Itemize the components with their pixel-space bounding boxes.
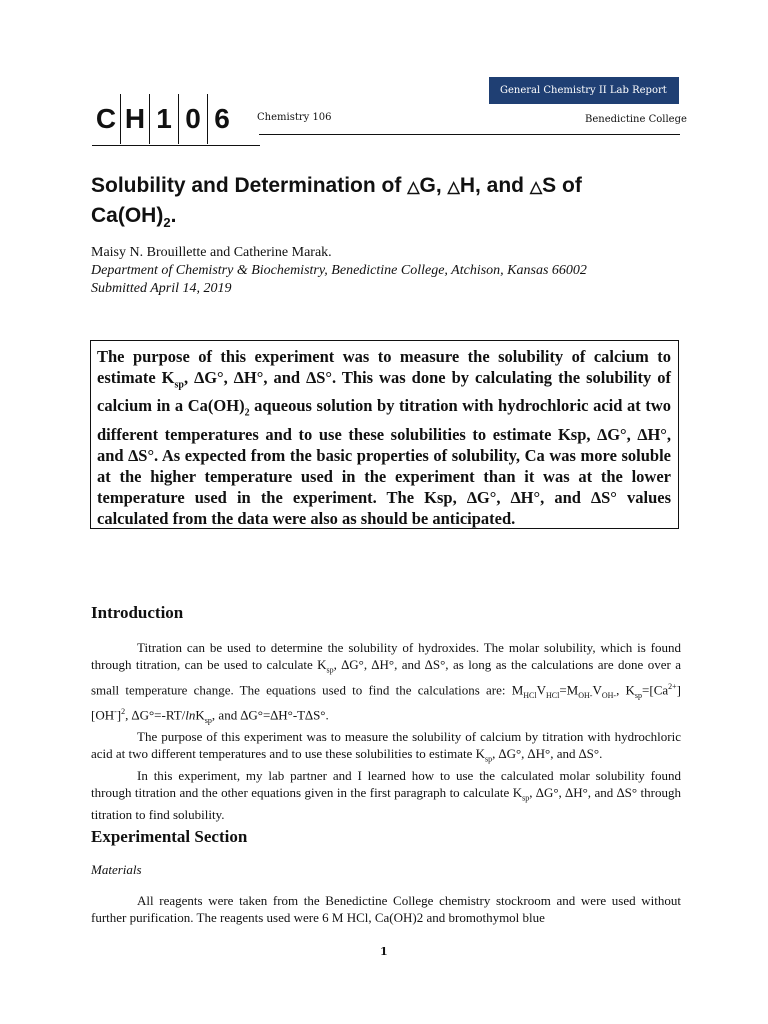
text: In this experiment, my lab partner and I learned how to use the calculated molar solubility found through titration and the other equations given in the first paragraph to calculate K	[91, 768, 681, 800]
text: =M	[559, 681, 579, 697]
abstract-text: , ∆G°, ∆H°, and ∆S°. This was done by calculating the solubility of calcium in a Ca(OH)	[97, 368, 671, 416]
title-text: G,	[419, 174, 448, 197]
delta-icon: △	[447, 179, 460, 196]
text: , K	[616, 681, 635, 697]
title-text: Ca(OH)	[91, 204, 164, 227]
subscript: sp	[634, 690, 643, 700]
course-name: Chemistry 106	[257, 112, 332, 123]
text: V	[592, 681, 602, 697]
subscript: sp	[326, 665, 334, 675]
text: , ∆G°, ∆H°, and ∆S° through titration to find solubility.	[91, 784, 681, 822]
title-text: Solubility and Determination of	[91, 174, 408, 197]
logo-letter: 1	[156, 103, 172, 134]
superscript: 2	[121, 707, 126, 717]
paper-title	[91, 172, 691, 237]
logo-letter: 0	[185, 103, 201, 134]
abstract-text: aqueous solution by titration with hydrochloric acid at two different temperatures and to use these solubilities to estimate Ksp, ∆G°, ∆H°, and ∆S°. As expected from the basic properties of solubility, Ca was more soluble at the higher temperature used in the experiment than it was at the lower temperature used in the experiment. The Ksp, ∆G°, ∆H°, and ∆S° values calculated from the data were also as should be anticipated.	[97, 396, 671, 528]
subscript: sp	[204, 715, 212, 725]
subscript: 2	[244, 407, 250, 419]
subscript: HCl	[546, 690, 560, 700]
subscript: HCl	[523, 690, 537, 700]
subscript: sp	[174, 379, 184, 391]
text: Titration can be used to determine the solubility of hydroxides. The molar solubility, which is found through titration, can be used to calculate K	[91, 640, 681, 672]
subscript: sp	[522, 793, 530, 803]
title-subscript: 2	[163, 215, 171, 231]
introduction-body	[91, 640, 681, 823]
text: , and ∆G°=∆H°-T∆S°.	[211, 707, 329, 723]
text: ][OH	[91, 681, 682, 723]
introduction-heading: Introduction	[91, 603, 184, 622]
authors: Maisy N. Brouillette and Catherine Marak.	[91, 245, 332, 260]
logo-letter: 6	[214, 103, 230, 134]
affiliation: Department of Chemistry & Biochemistry, Benedictine College, Atchison, Kansas 66002	[91, 263, 587, 278]
title-text: H, and	[459, 174, 530, 197]
logo-letter: H	[124, 103, 146, 134]
superscript: -	[114, 707, 117, 717]
logo-underline	[92, 145, 260, 146]
paragraph	[91, 640, 681, 729]
paragraph: All reagents were taken from the Benedictine College chemistry stockroom and were used without further purification. The reagents used were 6 M HCl, Ca(OH)2 and bromothymol blue	[91, 893, 681, 925]
logo-letter: C	[95, 103, 117, 134]
delta-icon: △	[407, 179, 420, 196]
subscript: OH-	[578, 690, 593, 700]
subscript: sp	[484, 754, 493, 764]
text: ]	[116, 707, 122, 723]
text: The purpose of this experiment was to measure the solubility of calcium by titration with hydrochloric acid at two different temperatures and to use these solubilities to estimate K	[91, 729, 681, 761]
college-name: Benedictine College	[585, 114, 687, 125]
text: ln	[185, 707, 196, 723]
materials-subheading: Materials	[91, 862, 142, 877]
paragraph	[91, 729, 681, 768]
text: , ∆G°, ∆H°, and ∆S°.	[492, 745, 603, 761]
text: , ∆G°, ∆H°, and ∆S°, as long as the calculations are done over a small temperature change. The equations used to find the calculations are: M	[91, 656, 681, 697]
materials-body	[91, 893, 681, 926]
subscript: OH-	[601, 690, 617, 700]
page-number: 1	[380, 945, 388, 958]
title-text: S of	[542, 174, 582, 197]
title-text: .	[170, 204, 177, 227]
abstract	[97, 346, 671, 529]
submission-date: Submitted April 14, 2019	[91, 281, 232, 296]
experimental-heading: Experimental Section	[91, 827, 248, 846]
text: V	[536, 681, 546, 697]
course-logo	[92, 94, 236, 144]
superscript: 2+	[668, 681, 677, 691]
paragraph	[91, 768, 681, 823]
header-rule	[259, 134, 680, 135]
abstract-text: The purpose of this experiment was to measure the solubility of calcium to estimate K	[97, 347, 671, 387]
text: =[Ca	[642, 681, 669, 697]
text: , ∆G°=-RT/	[125, 707, 186, 723]
text: K	[195, 707, 205, 723]
report-type-banner: General Chemistry II Lab Report	[489, 77, 679, 104]
delta-icon: △	[529, 179, 543, 196]
